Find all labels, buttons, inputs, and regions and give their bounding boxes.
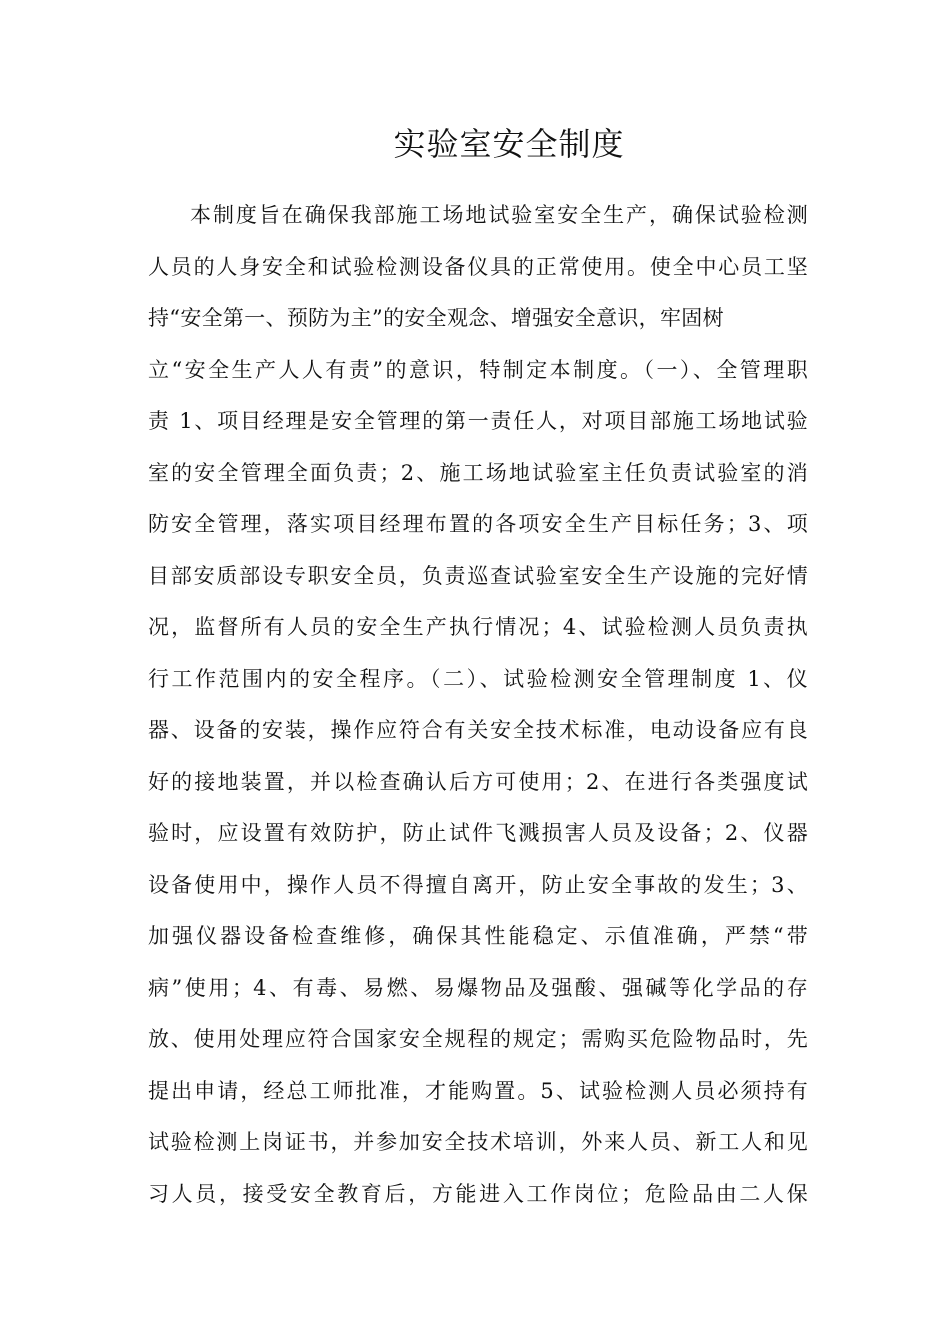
body-line: 器、设备的安装，操作应符合有关安全技术标准，电动设备应有良	[148, 718, 808, 742]
body-line: 习人员，接受安全教育后，方能进入工作岗位；危险品由二人保	[148, 1181, 808, 1206]
body-line: 责 1、项目经理是安全管理的第一责任人，对项目部施工场地试验	[148, 409, 808, 433]
document-title: 实验室安全制度	[393, 125, 625, 163]
body-line: 好的接地装置，并以检查确认后方可使用；2、在进行各类强度试	[148, 769, 808, 794]
body-line: 况，监督所有人员的安全生产执行情况；4、试验检测人员负责执	[148, 615, 808, 639]
body-line: 防安全管理，落实项目经理布置的各项安全生产目标任务；3、项	[148, 512, 808, 536]
body-line: 本制度旨在确保我部施工场地试验室安全生产，确保试验检测	[190, 203, 808, 227]
document-body	[148, 195, 808, 1225]
body-line: 行工作范围内的安全程序。（二）、试验检测安全管理制度 1、仪	[148, 666, 808, 691]
body-line: 设备使用中，操作人员不得擅自离开，防止安全事故的发生；3、	[148, 872, 808, 897]
body-line: 目部安质部设专职安全员，负责巡查试验室安全生产设施的完好情	[148, 563, 808, 588]
body-line: 放、使用处理应符合国家安全规程的规定；需购买危险物品时，先	[148, 1027, 808, 1051]
body-line: 人员的人身安全和试验检测设备仪具的正常使用。使全中心员工坚	[148, 254, 808, 279]
body-line: 提出申请，经总工师批准，才能购置。5、试验检测人员必须持有	[148, 1078, 808, 1103]
body-line: 验时，应设置有效防护，防止试件飞溅损害人员及设备；2、仪器	[148, 821, 808, 845]
body-line: 室的安全管理全面负责；2、施工场地试验室主任负责试验室的消	[148, 460, 808, 485]
body-line: 立“安全生产人人有责”的意识，特制定本制度。（一）、全管理职	[148, 357, 808, 382]
body-line: 病”使用；4、有毒、易燃、易爆物品及强酸、强碱等化学品的存	[148, 975, 808, 1000]
body-line: 持“安全第一、预防为主”的安全观念、增强安全意识，牢固树	[148, 306, 724, 330]
body-line: 加强仪器设备检查维修，确保其性能稳定、示值准确，严禁“带	[148, 924, 808, 948]
body-line: 试验检测上岗证书，并参加安全技术培训，外来人员、新工人和见	[148, 1130, 808, 1154]
